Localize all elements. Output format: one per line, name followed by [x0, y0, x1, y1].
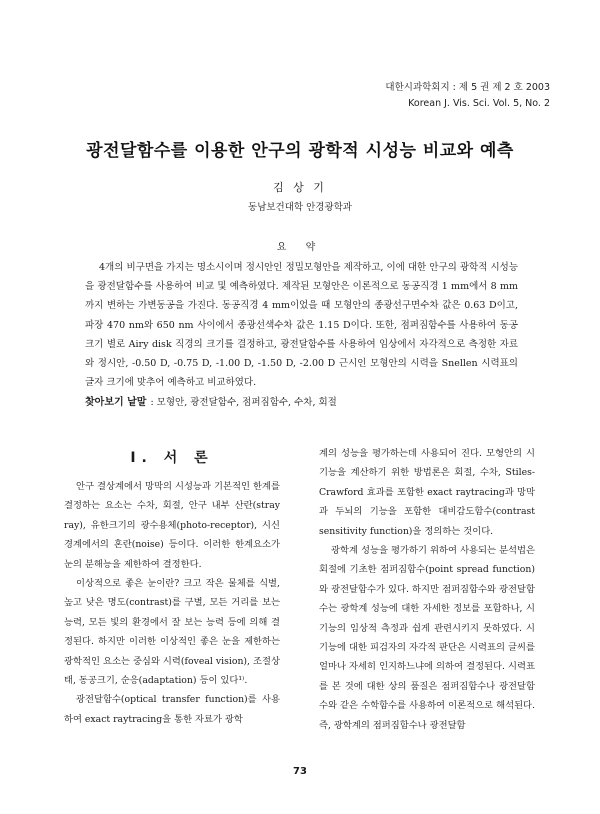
- section-heading-introduction: I. 서 론: [130, 450, 214, 466]
- page-number: 73: [293, 766, 307, 777]
- abstract-text: 4개의 비구면을 가지는 명소시이며 정시안인 정밀모형안을 제작하고, 이에 대한 안구의 광학적 시성능을 광전달함수를 사용하여 비교 및 예측하였다. 제작된 모형안은 이론적으로 동공직경 1 mm에서 8 mm까지 변하는 가변동공을 가진다. 동공직경 4 mm이었을 때 모형안의 종광선구면수차 값은 0.63 D이고, 파장 470 nm와 650 nm 사이에서 종광선색수차 값은 1.15 D이다. 또한, 점퍼짐함수를 사용하여 동공크기 별로 Airy disk 직경의 크기를 결정하고, 광전달함수를 사용하여 임상에서 자각적으로 측정한 자료와 정시안, -0.50 D, -0.75 D, -1.00 D, -1.50 D, -2.00 D 근시인 모형안의 시력을 Snellen 시력표의 글자 크기에 맞추어 예측하고 비교하였다.: [85, 262, 518, 389]
- abstract-body: [85, 258, 518, 392]
- journal-citation-english: Korean J. Vis. Sci. Vol. 5, No. 2: [408, 98, 550, 109]
- author-name: 김 상 기: [273, 181, 327, 194]
- body-paragraph: 광전달함수(optical transfer function)를 사용하여 exact raytracing을 통한 자료가 광학: [64, 694, 280, 725]
- body-paragraph: 안구 결상계에서 망막의 시성능과 기본적인 한계를 결정하는 요소는 수차, 회절, 안구 내부 산란(stray ray), 유한크기의 광수용체(photo-receptor), 시신경계에서의 혼란(noise) 등이다. 이러한 한계요소가 눈의 분해능을 제한하여 결정한다.: [64, 481, 280, 570]
- paper-title: 광전달함수를 이용한 안구의 광학적 시성능 비교와 예측: [86, 141, 514, 161]
- keywords: [85, 395, 518, 411]
- keywords-text: : 모형안, 광전달함수, 점퍼짐함수, 수차, 회절: [150, 397, 337, 408]
- body-paragraph: 이상적으로 좋은 눈이란? 크고 작은 물체를 식별, 높고 낮은 명도(contrast)를 구별, 모든 거리를 보는 능력, 모든 빛의 환경에서 잘 보는 능력 등에 의해 결정된다. 하지만 이러한 이상적인 좋은 눈을 제한하는 광학적인 요소는 중심와 시력(foveal vision), 조절상태, 동공크기, 순응(adaptation) 등이 있다¹⁾.: [64, 578, 280, 687]
- body-column-left: [64, 445, 280, 729]
- author-affiliation: 동남보건대학 안경광학과: [248, 202, 352, 213]
- keywords-label: 찾아보기 낱말: [85, 397, 147, 408]
- journal-header: [385, 80, 550, 112]
- body-column-right: [319, 444, 535, 735]
- journal-citation-korean: 대한시과학회지 : 제 5 권 제 2 호 2003: [385, 82, 550, 93]
- body-paragraph: 광학계 성능을 평가하기 위하여 사용되는 분석법은 회절에 기초한 점퍼짐함수(point spread function)와 광전달함수가 있다. 하지만 점퍼짐함수와 광전달함수는 광학계 성능에 대한 자세한 정보를 포함하나, 시기능의 임상적 측정과 쉽게 관련시키지 못하였다. 시기능에 대한 피검자의 자각적 판단은 시력표의 글씨를 얼마나 자세히 인지하느냐에 의하여 결정된다. 시력표를 본 것에 대한 상의 품질은 점퍼짐함수나 광전달함수와 같은 수학함수를 사용하여 이론적으로 해석된다. 즉, 광학계의 점퍼짐함수나 광전달함: [319, 545, 535, 731]
- body-paragraph-continued: 계의 성능을 평가하는데 사용되어 진다. 모형안의 시기능을 계산하기 위한 방법론은 회절, 수차, Stiles-Crawford 효과를 포함한 exact raytracing과 망막과 두뇌의 기능을 포함한 대비감도함수(contrast sensitivity function)을 정의하는 것이다.: [319, 448, 535, 537]
- abstract-heading: 요 약: [276, 242, 324, 253]
